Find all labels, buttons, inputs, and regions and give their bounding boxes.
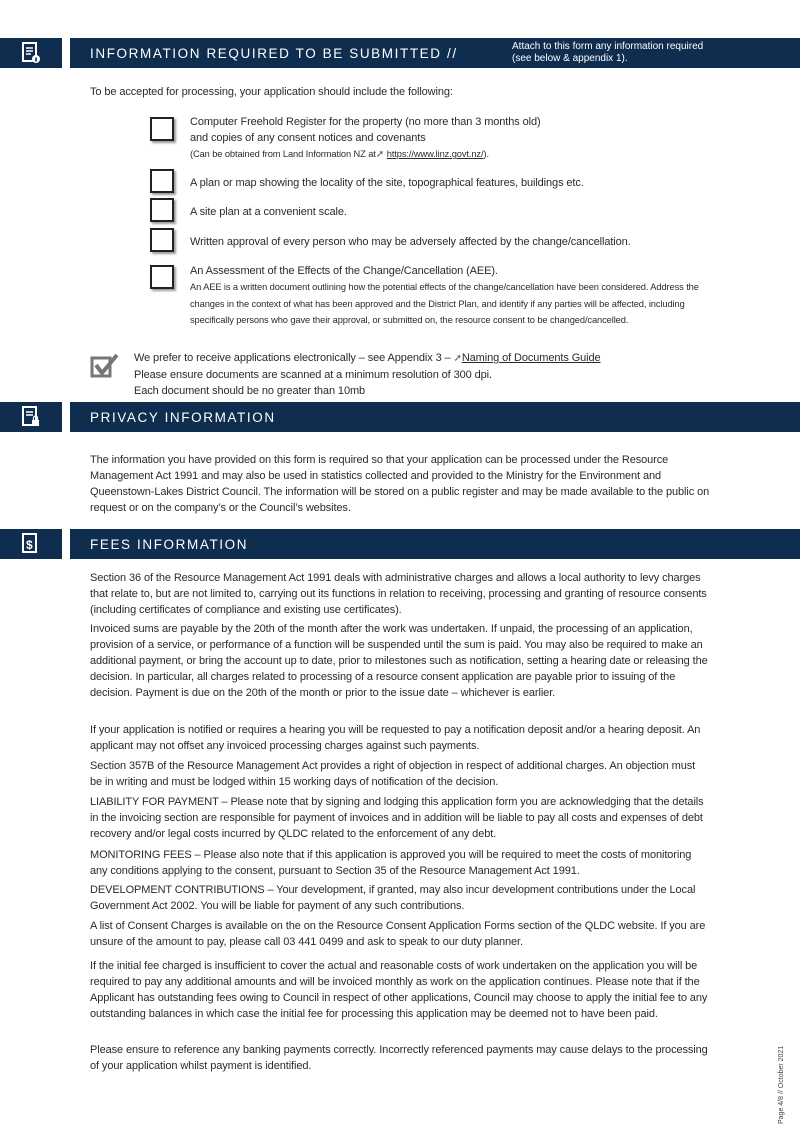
checkbox-written-approval[interactable]: [150, 228, 174, 252]
fees-paragraph: Section 357B of the Resource Management Act provides a right of objection in respect of additional charges. An objection must be in writing and must be lodged within 15 working days of notification of the decision.: [90, 760, 696, 788]
section-header-info: [70, 38, 800, 68]
fees-paragraph: Invoiced sums are payable by the 20th of the month after the work was undertaken. If unpaid, the processing of an application, provision of a service, or performance of a function will be suspended until the sum is paid. You may also be required to make an additional payment, or bring the account up to date, prior to milestones such as notification, setting a hearing date or releasing the decision. In particular, all charges related to processing of a resource consent application are payable prior to issuing of the decision. Payment is due on the 20th of the month or prior to the issue date – whichever is earlier.: [90, 623, 708, 699]
item-site-plan: A site plan at a convenient scale.: [190, 206, 347, 218]
section-title: FEES INFORMATION: [90, 536, 249, 552]
page-footer: Page 4/8 // October 2021: [778, 1045, 785, 1124]
item-freehold-register: [190, 114, 720, 163]
electronic-text: We prefer to receive applications electronically – see Appendix 3 –: [134, 352, 451, 364]
fees-paragraph: If the initial fee charged is insufficient to cover the actual and reasonable costs of work undertaken on the application you will be required to pay any additional amounts and will be invoiced monthly as work on the application continues. Please note that if the Applicant has outstanding fees owing to Council in respect of other applications, Council may choose to apply the initial fee to any outstanding balances in which case the initial fee for processing this application may be deemed not to have been paid.: [90, 960, 708, 1020]
link-arrow-icon: ➚: [375, 149, 387, 160]
electronic-text: Each document should be no greater than 10mb: [134, 385, 366, 397]
checked-checkbox-icon: [90, 353, 120, 384]
section-header-fees: [70, 529, 800, 559]
section-title: PRIVACY INFORMATION: [90, 409, 276, 425]
item-detail: An AEE is a written document outlining how the potential effects of the change/cancellation have been considered. Address the changes in the context of what has been approved and the District Plan, and identify if any parties will be affected, including specifically persons who gave their approval, or submitted on, the resource consent to be changed/cancelled.: [190, 282, 699, 325]
link-arrow-icon: ➚: [453, 353, 462, 364]
fees-paragraph: DEVELOPMENT CONTRIBUTIONS – Your development, if granted, may also incur development contributions under the Local Government Act 2002. You will be liable for payment of any such contributions.: [90, 884, 696, 912]
svg-text:$: $: [26, 538, 33, 552]
linz-link[interactable]: https://www.linz.govt.nz/: [386, 149, 484, 159]
checkbox-freehold-register[interactable]: [150, 117, 174, 141]
privacy-text: The information you have provided on this form is required so that your application can be processed under the Resource Management Act 1991 and may also be used in statistics collected and provided to the Ministry for the Environment and Queenstown-Lakes District Council. The information will be stored on a public register and may be made available to the public on request or on the company’s or the Council’s websites.: [90, 454, 710, 514]
note-line: Attach to this form any information required: [512, 41, 704, 52]
item-aee: [190, 263, 720, 329]
fees-paragraph: Please ensure to reference any banking payments correctly. Incorrectly referenced payments may cause delays to the processing of your application whilst payment is identified.: [90, 1044, 708, 1072]
checkbox-site-plan[interactable]: [150, 198, 174, 222]
item-locality-plan: A plan or map showing the locality of the site, topographical features, buildings etc.: [190, 177, 584, 189]
checkbox-aee[interactable]: [150, 265, 174, 289]
item-note: (Can be obtained from Land Information NZ at: [190, 149, 376, 159]
intro-text: To be accepted for processing, your application should include the following:: [90, 86, 453, 98]
fees-paragraph: A list of Consent Charges is available on the on the Resource Consent Application Forms section of the QLDC website. If you are unsure of the amount to pay, please call 03 441 0499 and ask to speak to our duty planner.: [90, 920, 706, 948]
naming-guide-link[interactable]: Naming of Documents Guide: [461, 352, 601, 364]
electronic-text: Please ensure documents are scanned at a minimum resolution of 300 dpi.: [134, 369, 492, 381]
document-info-icon: [0, 38, 62, 68]
item-text: and copies of any consent notices and covenants: [190, 132, 426, 144]
document-dollar-icon: [0, 529, 62, 559]
section-note: [512, 41, 703, 65]
note-line: (see below & appendix 1).: [512, 53, 628, 64]
item-written-approval: Written approval of every person who may be adversely affected by the change/cancellation.: [190, 236, 631, 248]
section-header-privacy: [70, 402, 800, 432]
fees-paragraph: Section 36 of the Resource Management Act 1991 deals with administrative charges and allows a local authority to levy charges that relate to, but are not limited to, carrying out its functions in relation to receiving, processing and granting of resource consents (including certificates of compliance and existing use certificates).: [90, 572, 707, 616]
fees-paragraph: LIABILITY FOR PAYMENT – Please note that by signing and lodging this application form you are acknowledging that the details in the invoicing section are responsible for payment of invoices and in addition will be liable to pay all costs and expenses of debt recovery and/or legal costs incurred by QLDC related to the enforcement of any debt.: [90, 796, 704, 840]
item-text: An Assessment of the Effects of the Change/Cancellation (AEE).: [190, 265, 498, 277]
fees-paragraph: MONITORING FEES – Please also note that if this application is approved you will be required to meet the costs of monitoring any conditions applying to the consent, pursuant to Section 35 of the Resource Management Act 1991.: [90, 849, 692, 877]
item-text: Computer Freehold Register for the property (no more than 3 months old): [190, 116, 541, 128]
fees-paragraph: If your application is notified or requires a hearing you will be requested to pay a notification deposit and/or a hearing deposit. An applicant may not offset any invoiced processing charges against such payments.: [90, 724, 701, 752]
section-title: INFORMATION REQUIRED TO BE SUBMITTED //: [90, 45, 458, 61]
checkbox-locality-plan[interactable]: [150, 169, 174, 193]
document-lock-icon: [0, 402, 62, 432]
electronic-note: [134, 350, 734, 399]
item-note: ).: [483, 149, 489, 159]
